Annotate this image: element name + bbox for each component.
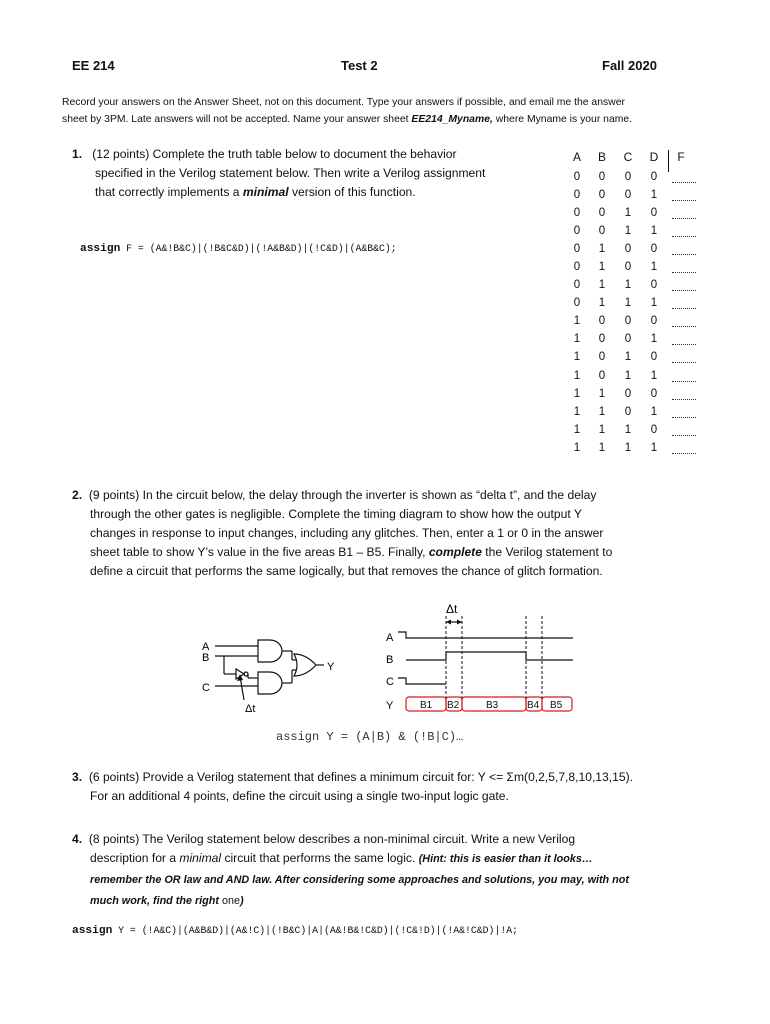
table-cell: 1 (573, 315, 581, 328)
table-cell: 0 (598, 333, 606, 346)
table-cell: 0 (573, 279, 581, 292)
table-cell: 1 (624, 351, 632, 364)
table-cell: 1 (573, 387, 581, 400)
truth-table-header (568, 148, 700, 168)
table-cell: 1 (598, 297, 606, 310)
question-2 (72, 486, 712, 581)
q2-emphasis: complete (428, 545, 482, 559)
delta-arrow-right-icon (457, 620, 462, 625)
question-number: 2. (72, 488, 83, 502)
course-code: EE 214 (72, 58, 115, 73)
area-b3-label: B3 (486, 700, 499, 711)
table-cell: 1 (624, 225, 632, 238)
table-cell: 0 (573, 243, 581, 256)
table-cell: 0 (624, 405, 632, 418)
q1-line-3 (72, 183, 562, 202)
table-cell: 0 (624, 243, 632, 256)
q4-text: description for a (90, 851, 180, 865)
table-cell: 1 (624, 423, 632, 436)
f-answer-blank (672, 362, 696, 363)
table-cell: 1 (624, 369, 632, 382)
question-number: 3. (72, 770, 83, 784)
filename-emphasis: EE214_Myname, (411, 114, 493, 125)
table-cell: 1 (650, 405, 658, 418)
question-3 (72, 768, 732, 806)
table-cell: 1 (573, 423, 581, 436)
timing-diagram (380, 600, 580, 718)
table-cell: 0 (624, 315, 632, 328)
table-row (568, 294, 700, 312)
circuit-label-a: A (202, 641, 210, 653)
instructions-line-1: Record your answers on the Answer Sheet, not on this document. Type your answers if possible, and email me the answer (62, 97, 625, 108)
circuit-label-y: Y (327, 661, 335, 673)
table-row (568, 367, 700, 385)
q1-line-2: specified in the Verilog statement below. Then write a Verilog assignment (95, 166, 486, 180)
header-c: C (623, 150, 633, 164)
instructions-text: sheet by 3PM. Late answers will not be accepted. Name your answer sheet (62, 114, 412, 125)
table-cell: 0 (650, 351, 658, 364)
header-f: F (677, 150, 685, 164)
q2-line-4 (72, 543, 712, 562)
table-row (568, 276, 700, 294)
q2-verilog-code: assign Y = (A|B) & (!B|C)… (276, 730, 464, 744)
q1-text: that correctly implements a (95, 185, 243, 199)
table-cell: 0 (650, 171, 658, 183)
timing-label-b: B (386, 654, 394, 666)
table-cell: 0 (650, 243, 658, 256)
q4-line-1: (8 points) The Verilog statement below describes a non-minimal circuit. Write a new Verilog (88, 832, 576, 846)
table-cell: 0 (624, 261, 632, 274)
header-d: D (649, 150, 659, 164)
q4-line-4 (72, 891, 722, 912)
f-answer-blank (672, 381, 696, 382)
table-row (568, 403, 700, 421)
truth-table (568, 148, 700, 457)
table-cell: 0 (598, 315, 606, 328)
table-row (568, 168, 700, 186)
q4-hint-end: much work, find the right (90, 895, 219, 907)
table-row (568, 258, 700, 276)
table-cell: 0 (624, 333, 632, 346)
table-cell: 0 (650, 207, 658, 220)
header-b: B (597, 150, 606, 164)
f-answer-blank (672, 399, 696, 400)
q4-hint-line: remember the OR law and AND law. After considering some approaches and solutions, you may, with not (90, 874, 629, 886)
f-answer-blank (672, 417, 696, 418)
instructions-text-end: where Myname is your name. (492, 114, 633, 125)
truth-table-body (568, 168, 700, 457)
timing-delta-label: Δt (446, 602, 458, 616)
table-cell: 0 (650, 423, 658, 436)
f-answer-blank (672, 200, 696, 201)
q1-verilog-code (80, 243, 397, 255)
area-b4-label: B4 (527, 700, 540, 711)
table-row (568, 421, 700, 439)
f-answer-blank (672, 254, 696, 255)
f-answer-blank (672, 308, 696, 309)
f-answer-blank (672, 290, 696, 291)
timing-label-y: Y (386, 700, 394, 712)
q1-emphasis: minimal (242, 185, 289, 199)
table-cell: 1 (650, 261, 658, 274)
table-row (568, 240, 700, 258)
table-cell: 0 (598, 225, 606, 238)
circuit-label-c: C (202, 682, 210, 694)
q4-verilog-code (72, 925, 518, 937)
code-expression: F = (A&!B&C)|(!B&C&D)|(!A&B&D)|(!C&D)|(A&B&C); (120, 243, 397, 254)
f-answer-blank (672, 272, 696, 273)
q4-hint-one: one (218, 895, 240, 907)
q2-text: sheet table to show Y’s value in the five areas B1 – B5. Finally, (90, 545, 429, 559)
table-cell: 1 (598, 441, 606, 454)
question-number: 4. (72, 832, 83, 846)
table-cell: 0 (573, 171, 581, 183)
table-cell: 1 (624, 279, 632, 292)
table-cell: 0 (624, 387, 632, 400)
question-4 (72, 830, 722, 912)
table-cell: 0 (650, 279, 658, 292)
table-cell: 1 (624, 441, 632, 454)
q4-line-2 (72, 849, 722, 870)
f-answer-blank (672, 236, 696, 237)
table-cell: 1 (650, 297, 658, 310)
table-cell: 0 (598, 369, 606, 382)
table-cell: 0 (573, 225, 581, 238)
delta-arrow-left-icon (446, 620, 451, 625)
q4-emphasis: minimal (179, 851, 222, 865)
table-cell: 0 (598, 207, 606, 220)
code-expression: Y = (!A&C)|(A&B&D)|(A&!C)|(!B&C)|A|(A&!B&!C&D)|(!C&!D)|(!A&!C&D)|!A; (112, 925, 518, 936)
table-cell: 1 (598, 243, 606, 256)
table-cell: 0 (573, 261, 581, 274)
f-answer-blank (672, 453, 696, 454)
area-b1-label: B1 (420, 700, 433, 711)
table-cell: 1 (624, 207, 632, 220)
table-cell: 0 (573, 297, 581, 310)
q3-line-2: For an additional 4 points, define the circuit using a single two-input logic gate. (90, 789, 509, 803)
timing-label-c: C (386, 676, 394, 688)
table-cell: 1 (650, 441, 658, 454)
test-title: Test 2 (341, 58, 378, 73)
table-row (568, 186, 700, 204)
table-cell: 1 (598, 387, 606, 400)
table-cell: 0 (624, 189, 632, 202)
circuit-label-delta: Δt (245, 703, 256, 715)
table-cell: 1 (573, 441, 581, 454)
table-cell: 0 (598, 351, 606, 364)
q2-line-5: define a circuit that performs the same logically, but that removes the chance of glitch formation. (90, 564, 603, 578)
instructions (62, 94, 722, 128)
f-answer-blank (672, 435, 696, 436)
table-row (568, 439, 700, 457)
table-cell: 0 (573, 207, 581, 220)
f-answer-blank (672, 182, 696, 183)
table-cell: 1 (598, 405, 606, 418)
table-cell: 1 (573, 333, 581, 346)
table-cell: 1 (650, 189, 658, 202)
q2-line-2: through the other gates is negligible. Complete the timing diagram to show how the output Y (90, 507, 582, 521)
table-row (568, 312, 700, 330)
table-cell: 1 (573, 405, 581, 418)
q1-text-end: version of this function. (288, 185, 416, 199)
table-cell: 0 (650, 315, 658, 328)
f-answer-blank (672, 218, 696, 219)
table-cell: 1 (650, 333, 658, 346)
table-cell: 0 (624, 171, 632, 183)
header-a: A (572, 150, 581, 164)
f-answer-blank (672, 344, 696, 345)
q3-line-1: (6 points) Provide a Verilog statement that defines a minimum circuit for: Y <= Σm(0,2,5,7,8,10,13,15). (88, 770, 633, 784)
q1-line-1: (12 points) Complete the truth table below to document the behavior (92, 147, 457, 161)
code-keyword: assign (80, 243, 121, 255)
table-cell: 1 (598, 423, 606, 436)
timing-label-a: A (386, 632, 394, 644)
question-number: 1. (72, 147, 83, 161)
area-b2-label: B2 (447, 700, 460, 711)
q2-text-end: the Verilog statement to (481, 545, 613, 559)
circuit-label-b: B (202, 652, 210, 664)
instructions-line-2 (62, 111, 722, 128)
q4-text-mid: circuit that performs the same logic. (221, 851, 419, 865)
table-row (568, 222, 700, 240)
table-cell: 1 (598, 261, 606, 274)
table-cell: 0 (598, 171, 606, 183)
logic-circuit-diagram (190, 630, 350, 720)
table-cell: 0 (650, 387, 658, 400)
table-row (568, 330, 700, 348)
table-cell: 1 (650, 369, 658, 382)
q2-line-3: changes in response to input changes, including any glitches. Then, enter a 1 or 0 in the answer (90, 526, 604, 540)
q4-hint-start: (Hint: this is easier than it looks… (418, 853, 593, 865)
table-cell: 0 (573, 189, 581, 202)
term: Fall 2020 (602, 58, 657, 73)
table-cell: 1 (573, 351, 581, 364)
table-row (568, 385, 700, 403)
code-keyword: assign (72, 925, 113, 937)
area-b5-label: B5 (550, 700, 563, 711)
q4-hint-paren: ) (239, 895, 244, 907)
question-1 (72, 145, 562, 202)
table-row (568, 204, 700, 222)
table-cell: 1 (573, 369, 581, 382)
table-cell: 1 (598, 279, 606, 292)
q2-line-1: (9 points) In the circuit below, the delay through the inverter is shown as “delta t”, and the delay (88, 488, 597, 502)
table-cell: 1 (624, 297, 632, 310)
table-cell: 0 (598, 189, 606, 202)
f-answer-blank (672, 326, 696, 327)
table-cell: 1 (650, 225, 658, 238)
table-row (568, 348, 700, 366)
